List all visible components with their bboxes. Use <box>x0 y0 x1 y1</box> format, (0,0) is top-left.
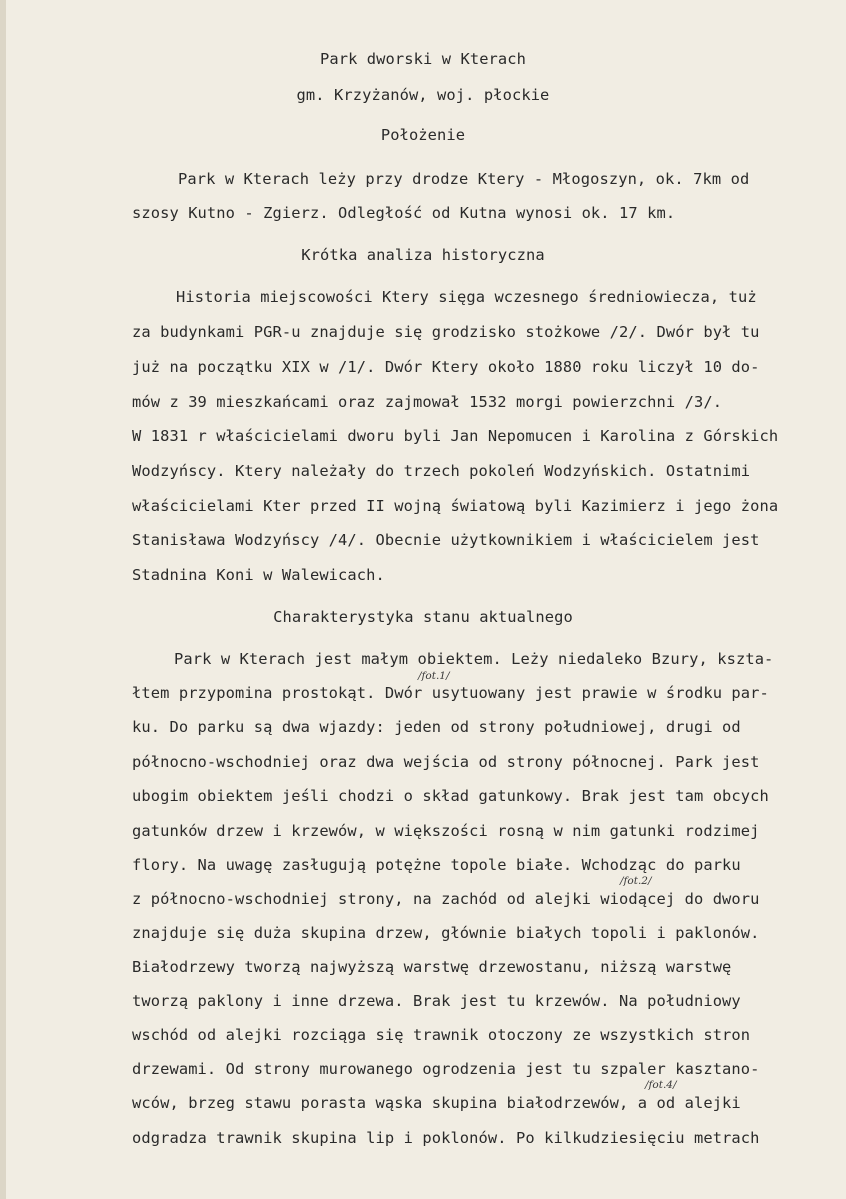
document-title: Park dworski w Kterach <box>319 50 527 68</box>
heading-history: Krótka analiza historyczna <box>301 246 545 264</box>
text-line: W 1831 r właścicielami dworu byli Jan Nepomucen i Karolina z Górskich <box>132 427 779 445</box>
text-line: flory. Na uwagę zasługują potężne topole białe. Wchodząc do parku <box>132 856 741 874</box>
text-line: odgradza trawnik skupina lip i poklonów. Po kilkudziesięciu metrach <box>132 1129 760 1147</box>
text-line: drzewami. Od strony murowanego ogrodzenia jest tu szpaler kasztano- <box>132 1060 760 1078</box>
heading-location: Położenie <box>380 126 466 144</box>
text-line: Stanisława Wodzyńscy /4/. Obecnie użytkownikiem i właścicielem jest <box>132 531 760 549</box>
text-line: już na początku XIX w /1/. Dwór Ktery około 1880 roku liczył 10 do- <box>132 358 760 376</box>
text-line: wców, brzeg stawu porasta wąska skupina białodrzewów, a od alejki <box>132 1094 741 1112</box>
text-line: szosy Kutno - Zgierz. Odległość od Kutna wynosi ok. 17 km. <box>132 204 676 222</box>
text-line: północno-wschodniej oraz dwa wejścia od strony północnej. Park jest <box>132 753 760 771</box>
text-line: z północno-wschodniej strony, na zachód od alejki wiodącej do dworu <box>132 890 760 908</box>
text-line: właścicielami Kter przed II wojną światową byli Kazimierz i jego żona <box>132 497 779 515</box>
text-line: gatunków drzew i krzewów, w większości rosną w nim gatunki rodzimej <box>132 822 760 840</box>
text-line: za budynkami PGR-u znajduje się grodzisko stożkowe /2/. Dwór był tu <box>132 323 760 341</box>
handwritten-photo-note: /fot.4/ <box>645 1079 677 1091</box>
text-line: Park w Kterach leży przy drodze Ktery - Młogoszyn, ok. 7km od <box>178 170 750 188</box>
text-line: tworzą paklony i inne drzewa. Brak jest tu krzewów. Na południowy <box>132 992 741 1010</box>
handwritten-photo-note: /fot.2/ <box>620 875 652 887</box>
text-line: ku. Do parku są dwa wjazdy: jeden od strony południowej, drugi od <box>132 718 741 736</box>
text-line: ubogim obiektem jeśli chodzi o skład gatunkowy. Brak jest tam obcych <box>132 787 769 805</box>
handwritten-photo-note: /fot.1/ <box>418 670 450 682</box>
text-line: wschód od alejki rozciąga się trawnik otoczony ze wszystkich stron <box>132 1026 751 1044</box>
text-line: mów z 39 mieszkańcami oraz zajmował 1532 morgi powierzchni /3/. <box>132 393 723 411</box>
text-line: Park w Kterach jest małym obiektem. Leży niedaleko Bzury, kszta- <box>174 650 774 668</box>
text-line: Wodzyńscy. Ktery należały do trzech pokoleń Wodzyńskich. Ostatnimi <box>132 462 751 480</box>
page-edge-shadow <box>0 0 6 1199</box>
heading-current-state: Charakterystyka stanu aktualnego <box>273 608 573 626</box>
text-line: znajduje się duża skupina drzew, głównie białych topoli i paklonów. <box>132 924 760 942</box>
text-line: łtem przypomina prostokąt. Dwór usytuowany jest prawie w środku par- <box>132 684 769 702</box>
document-subtitle: gm. Krzyżanów, woj. płockie <box>296 86 550 104</box>
text-line: Stadnina Koni w Walewicach. <box>132 566 385 584</box>
text-line: Historia miejscowości Ktery sięga wczesnego średniowiecza, tuż <box>176 288 757 306</box>
text-line: Białodrzewy tworzą najwyższą warstwę drzewostanu, niższą warstwę <box>132 958 732 976</box>
